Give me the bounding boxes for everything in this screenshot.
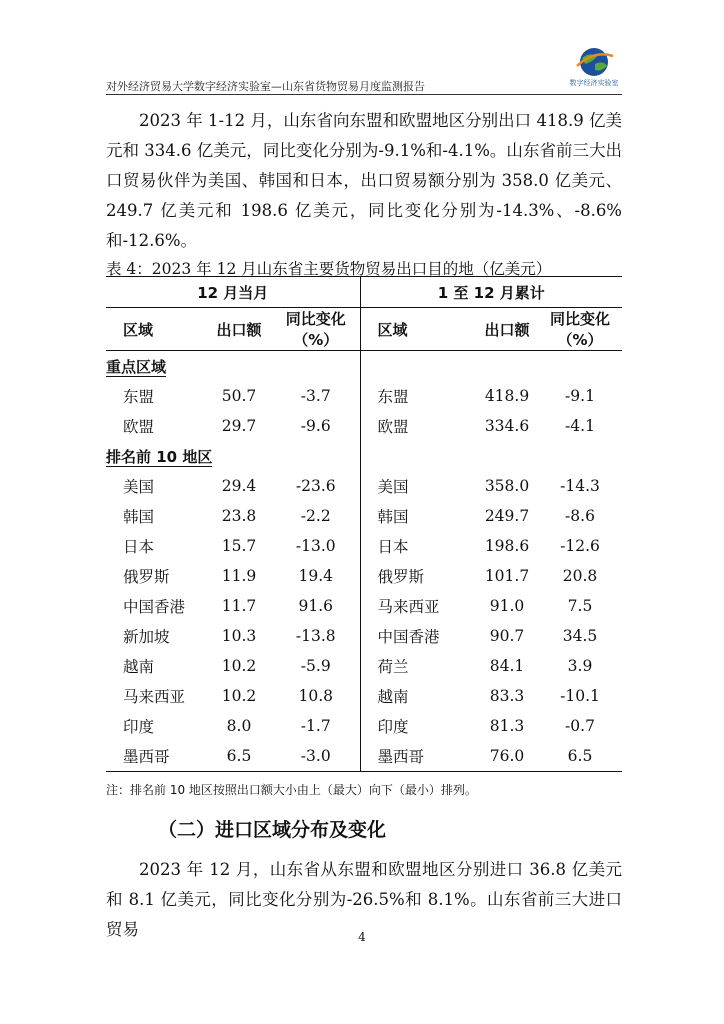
yoy-change-cell: -3.7 <box>272 381 360 411</box>
table-row <box>106 561 622 591</box>
region-cell: 荷兰 <box>377 658 409 676</box>
region-cell: 印度 <box>123 718 155 736</box>
table-row <box>106 531 622 561</box>
region-cell: 中国香港 <box>377 628 440 646</box>
region-cell: 韩国 <box>377 508 409 526</box>
paragraph-export-summary: 2023 年 1-12 月，山东省向东盟和欧盟地区分别出口 418.9 亿美元和 334.6 亿美元，同比变化分别为-9.1%和-4.1%。山东省前三大出口贸易伙伴为美国、韩国和日本，出口贸易额分别为 358.0 亿美元、249.7 亿美元和 198.6 亿美元，同比变化分别为-14.3%、-8.6%和-12.6%。 <box>106 111 622 250</box>
export-value-cell: 8.0 <box>226 717 252 735</box>
export-value-cell: 10.2 <box>221 657 257 675</box>
yoy-change-cell: -9.1 <box>565 387 595 405</box>
export-value-cell: 11.9 <box>221 567 257 585</box>
export-value-cell: 83.3 <box>489 687 525 705</box>
lab-logo <box>567 46 621 90</box>
report-header: 对外经济贸易大学数字经济实验室—山东省货物贸易月度监测报告 <box>106 80 425 93</box>
yoy-change-cell: -23.6 <box>272 471 360 501</box>
yoy-change-cell: -8.6 <box>565 507 595 525</box>
export-value-cell: 11.7 <box>221 597 257 615</box>
table-row <box>106 621 622 651</box>
table-caption: 表 4：2023 年 12 月山东省主要货物贸易出口目的地（亿美元） <box>106 260 552 278</box>
header-divider <box>106 94 622 95</box>
table-row <box>106 651 622 681</box>
export-destination-table <box>106 276 622 772</box>
yoy-change-cell: -13.0 <box>272 531 360 561</box>
yoy-change-cell: 19.4 <box>272 561 360 591</box>
export-value-cell: 249.7 <box>484 507 530 525</box>
region-cell: 东盟 <box>377 388 409 406</box>
category-key-regions: 重点区域 <box>106 351 360 382</box>
table-row <box>106 471 622 501</box>
export-value-cell: 84.1 <box>489 657 525 675</box>
yoy-change-cell: 6.5 <box>538 741 622 772</box>
yoy-change-cell: -14.3 <box>560 477 600 495</box>
export-value-cell: 418.9 <box>484 387 530 405</box>
yoy-change-cell: 20.8 <box>562 567 598 585</box>
export-value-cell: 81.3 <box>489 717 525 735</box>
table-row <box>106 681 622 711</box>
export-value-cell: 358.0 <box>484 477 530 495</box>
section-title: （二）进口区域分布及变化 <box>158 819 387 841</box>
yoy-change-cell: 91.6 <box>272 591 360 621</box>
col-header-yoy: 同比变化 （%） <box>272 308 360 351</box>
col-header-export: 出口额 <box>206 308 272 351</box>
export-value-cell: 10.2 <box>221 687 257 705</box>
export-value-cell: 6.5 <box>206 741 272 772</box>
col-header-region: 区域 <box>106 308 206 351</box>
globe-icon <box>567 46 621 80</box>
paragraph-import-summary: 2023 年 12 月，山东省从东盟和欧盟地区分别进口 36.8 亿美元和 8.1 亿美元，同比变化分别为-26.5%和 8.1%。山东省前三大进口贸易 <box>106 860 622 939</box>
region-cell: 越南 <box>377 688 409 706</box>
export-value-cell: 23.8 <box>221 507 257 525</box>
export-value-cell: 91.0 <box>489 597 525 615</box>
export-value-cell: 101.7 <box>484 567 530 585</box>
export-value-cell: 15.7 <box>221 537 257 555</box>
export-value-cell: 29.4 <box>221 477 257 495</box>
group-header-cumulative: 1 至 12 月累计 <box>360 277 622 308</box>
region-cell: 美国 <box>123 478 155 496</box>
yoy-change-cell: 7.5 <box>567 597 593 615</box>
region-cell: 欧盟 <box>123 418 155 436</box>
group-header-month: 12 月当月 <box>106 277 360 308</box>
export-value-cell: 198.6 <box>484 537 530 555</box>
region-cell: 美国 <box>377 478 409 496</box>
yoy-change-cell: -3.0 <box>272 741 360 772</box>
table-row <box>106 741 622 772</box>
yoy-change-cell: 10.8 <box>272 681 360 711</box>
table-note: 注：排名前 10 地区按照出口额大小由上（最大）向下（最小）排列。 <box>106 783 477 797</box>
col-header-yoy: 同比变化 （%） <box>538 308 622 351</box>
table-row <box>106 591 622 621</box>
table-row <box>106 711 622 741</box>
yoy-change-cell: -13.8 <box>272 621 360 651</box>
region-cell: 马来西亚 <box>123 688 186 706</box>
region-cell: 墨西哥 <box>106 741 206 772</box>
col-header-export: 出口额 <box>476 308 538 351</box>
region-cell: 印度 <box>377 718 409 736</box>
region-cell: 日本 <box>377 538 409 556</box>
region-cell: 东盟 <box>123 388 155 406</box>
yoy-change-cell: -5.9 <box>272 651 360 681</box>
yoy-change-cell: -4.1 <box>565 417 595 435</box>
yoy-change-cell: -10.1 <box>560 687 600 705</box>
region-cell: 俄罗斯 <box>123 568 170 586</box>
region-cell: 新加坡 <box>123 628 170 646</box>
page-number: 4 <box>358 930 366 944</box>
region-cell: 越南 <box>123 658 155 676</box>
region-cell: 韩国 <box>123 508 155 526</box>
yoy-change-cell: -9.6 <box>272 411 360 441</box>
yoy-change-cell: 34.5 <box>562 627 598 645</box>
export-value-cell: 90.7 <box>489 627 525 645</box>
yoy-change-cell: -0.7 <box>565 717 595 735</box>
yoy-change-cell: 3.9 <box>567 657 593 675</box>
table-row <box>106 501 622 531</box>
logo-text: 数字经济实验室 <box>569 79 619 87</box>
region-cell: 墨西哥 <box>360 741 476 772</box>
yoy-change-cell: -12.6 <box>560 537 600 555</box>
region-cell: 日本 <box>123 538 155 556</box>
export-value-cell: 334.6 <box>484 417 530 435</box>
yoy-change-cell: -2.2 <box>272 501 360 531</box>
col-header-region: 区域 <box>360 308 476 351</box>
table-row <box>106 381 622 411</box>
region-cell: 欧盟 <box>377 418 409 436</box>
export-value-cell: 29.7 <box>221 417 257 435</box>
export-value-cell: 10.3 <box>221 627 257 645</box>
region-cell: 中国香港 <box>123 598 186 616</box>
region-cell: 马来西亚 <box>377 598 440 616</box>
table-row <box>106 411 622 441</box>
region-cell: 俄罗斯 <box>377 568 425 586</box>
export-value-cell: 76.0 <box>476 741 538 772</box>
yoy-change-cell: -1.7 <box>272 711 360 741</box>
export-value-cell: 50.7 <box>221 387 257 405</box>
category-top10: 排名前 10 地区 <box>106 441 360 471</box>
